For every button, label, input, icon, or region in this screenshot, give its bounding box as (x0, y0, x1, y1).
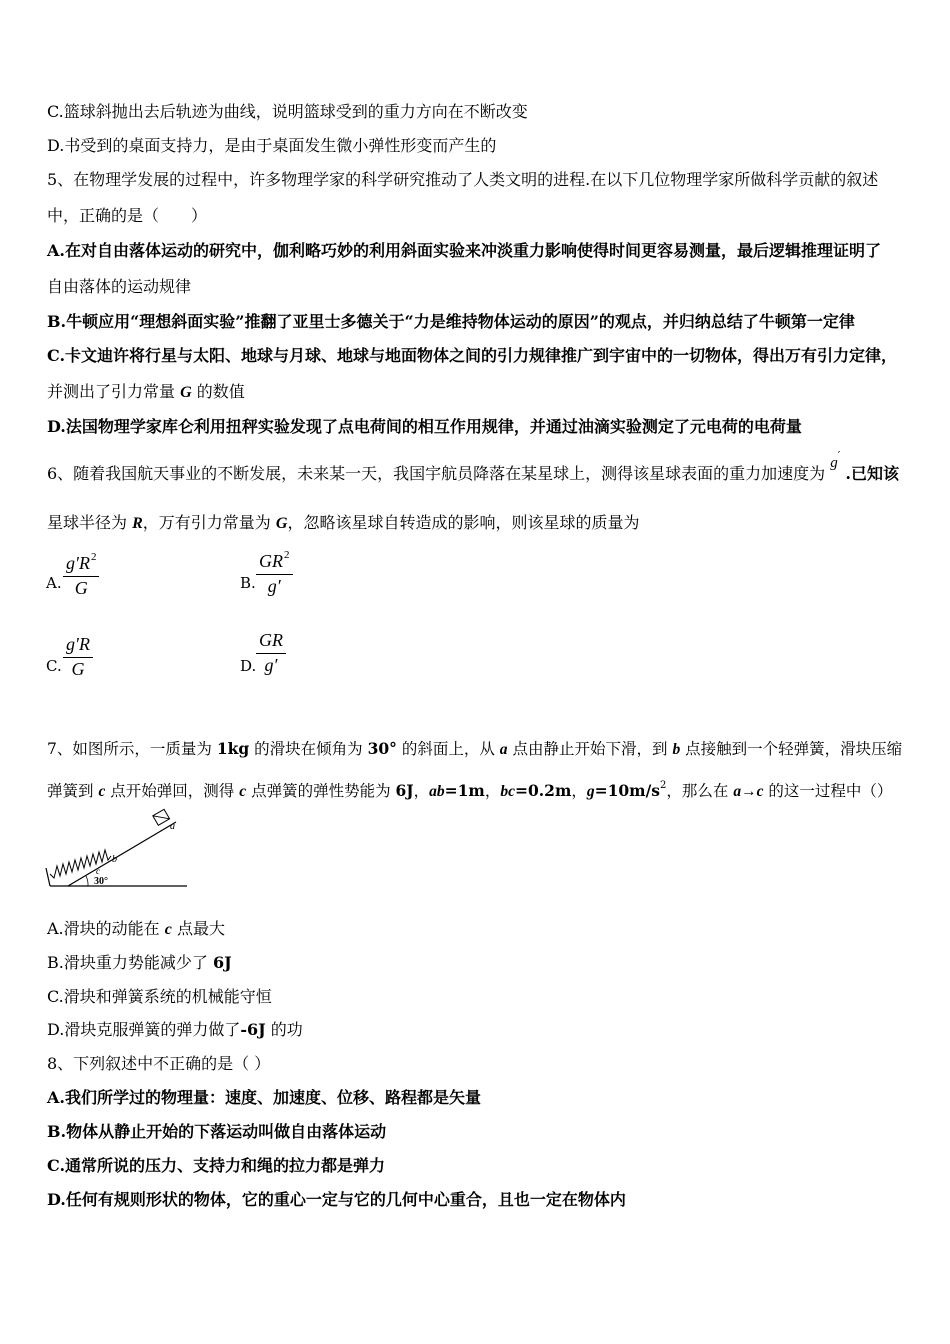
fig-label-b: b (112, 854, 117, 865)
q8-option-d: D.任何有规则形状的物体，它的重心一定与它的几何中心重合，且也一定在物体内 (47, 1190, 626, 1209)
q6-option-b-formula: $\frac{GR^2}{g'}$ (256, 549, 293, 597)
q8-stem: 8、下列叙述中不正确的是（ ） (47, 1054, 271, 1073)
q6-option-b-label: B. (240, 574, 256, 592)
q6-option-d-formula: $\frac{GR}{g'}$ (256, 630, 286, 676)
q5-stem-line2: 中，正确的是（ ） (47, 206, 208, 225)
q6-option-d-label: D. (240, 657, 257, 675)
q5-option-a-line2: 自由落体的运动规律 (47, 277, 192, 296)
fig-label-c: c (96, 866, 100, 876)
q8-option-b: B.物体从静止开始的下落运动叫做自由落体运动 (47, 1122, 387, 1141)
q7-stem-line2: 弹簧到 c 点开始弹回，测得 c 点弹簧的弹性势能为 6J，ab=1m，bc=0.2m，$g=10m/s^2$，那么在 a→c 的这一过程中（） (47, 780, 893, 800)
q6-option-a-formula: $\frac{g'R^2}{G}$ (63, 551, 99, 599)
q8-option-c: C.通常所说的压力、支持力和绳的拉力都是弹力 (47, 1156, 386, 1175)
prev-option-d: D.书受到的桌面支持力，是由于桌面发生微小弹性形变而产生的 (47, 136, 497, 155)
q7-option-b: B.滑块重力势能减少了 6J (47, 953, 232, 972)
q6-option-a-label: A. (46, 574, 62, 592)
q8-option-a: A.我们所学过的物理量：速度、加速度、位移、路程都是矢量 (47, 1088, 481, 1107)
q7-option-d: D.滑块克服弹簧的弹力做了-6J 的功 (47, 1020, 303, 1039)
q5-option-b: B.牛顿应用“理想斜面实验”推翻了亚里士多德关于“力是维持物体运动的原因”的观点，并归纳总结了牛顿第一定律 (47, 312, 855, 331)
q5-stem-line1: 5、在物理学发展的过程中，许多物理学家的科学研究推动了人类文明的进程.在以下几位物理学家所做科学贡献的叙述 (47, 170, 879, 189)
q6-stem-line2: 星球半径为 R，万有引力常量为 G，忽略该星球自转造成的影响，则该星球的质量为 (47, 513, 640, 532)
fig-label-a: a (170, 821, 175, 832)
prev-option-c: C.篮球斜抛出去后轨迹为曲线，说明篮球受到的重力方向在不断改变 (47, 102, 528, 121)
q5-option-d: D.法国物理学家库仑利用扭秤实验发现了点电荷间的相互作用规律，并通过油滴实验测定了元电荷的电荷量 (47, 417, 802, 436)
incline-spring-figure (44, 808, 194, 892)
q6-stem-line1: 6、随着我国航天事业的不断发展，未来某一天，我国宇航员降落在某星球上，测得该星球表面的重力加速度为 g′ .已知该 (47, 449, 899, 483)
q5-option-c-line2: 并测出了引力常量 G 的数值 (47, 382, 245, 401)
q5-option-a-line1: A.在对自由落体运动的研究中，伽利略巧妙的利用斜面实验来冲淡重力影响使得时间更容易测量，最后逻辑推理证明了 (47, 241, 881, 260)
q7-stem-line1: 7、如图所示，一质量为 1kg 的滑块在倾角为 30° 的斜面上，从 a 点由静止开始下滑，到 b 点接触到一个轻弹簧，滑块压缩 (47, 739, 903, 758)
fig-angle-label: 30° (94, 876, 108, 887)
q7-option-a: A.滑块的动能在 c 点最大 (47, 919, 225, 938)
q6-option-c-formula: $\frac{g'R}{G}$ (63, 634, 93, 680)
q6-option-c-label: C. (46, 657, 62, 675)
q5-option-c-line1: C.卡文迪许将行星与太阳、地球与月球、地球与地面物体之间的引力规律推广到宇宙中的一切物体，得出万有引力定律， (47, 346, 898, 365)
q7-option-c: C.滑块和弹簧系统的机械能守恒 (47, 987, 272, 1006)
